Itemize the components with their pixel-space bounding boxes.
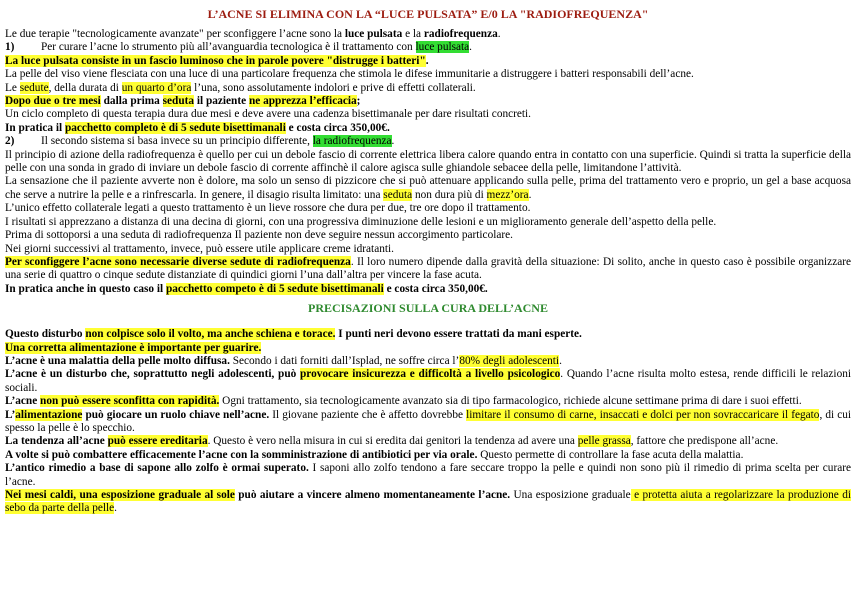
highlight-green: la radiofrequenza [312, 135, 392, 148]
text-line: Le sedute, della durata di un quarto d’ora l’una, sono assolutamente indolori e prive di effetti collaterali. [5, 81, 476, 94]
highlight-yellow: limitare il consumo di carne, insaccati e dolci per non sovraccaricare il fegato [466, 408, 820, 421]
paragraph-sensation: La sensazione che il paziente avverte non è dolore, ma solo un senso di pizzicore che si può attenuare applicando sulla pelle, prima del trattamento vero e proprio, un gel a base acquosa che serve a nutrire la pelle e a rinfrescarla. In genere, il disagio risulta limitato: una seduta non dura più di mezz’ora. [5, 175, 851, 201]
paragraph: La tendenza all’acne può essere ereditaria. Questo è vero nella misura in cui si eredita dai genitori la tendenza ad avere una pelle grassa, fattore che predispone all’acne. [5, 435, 779, 448]
text-line: In pratica anche in questo caso il pacchetto competo è di 5 sedute bisettimanali e costa circa 350,00€. [5, 282, 488, 295]
highlight-yellow: Per sconfiggere l’acne sono necessarie diverse sedute di radiofrequenza [5, 255, 351, 268]
list-item-2: 2) Il secondo sistema si basa invece su un principio differente, la radiofrequenza. [5, 135, 395, 148]
text-line: In pratica il pacchetto completo è di 5 sedute bisettimanali e costa circa 350,00€. [5, 121, 390, 134]
text-line: Dopo due o tre mesi dalla prima seduta il paziente ne apprezza l’efficacia; [5, 95, 361, 108]
list-number: 2) [5, 135, 15, 148]
text-line: L’unico effetto collaterale legati a questo trattamento è un lieve rossore che dura per due, tre ore dopo il trattamento. [5, 202, 531, 215]
highlight-yellow: pacchetto competo è di 5 sedute bisettimanali [166, 282, 384, 295]
highlight-yellow: non colpisce solo il volto, ma anche schiena e torace. [85, 328, 336, 341]
highlight-yellow: Una corretta alimentazione è importante per guarire. [5, 341, 262, 354]
paragraph: L’acne è un disturbo che, soprattutto negli adolescenti, può provocare insicurezza e difficoltà a livello psicologico. Quando l’acne risulta molto estesa, rende difficili le relazioni sociali. [5, 368, 851, 394]
highlight-yellow: Dopo due o tre mesi [5, 95, 101, 108]
text-line: Questo disturbo non colpisce solo il volto, ma anche schiena e torace. I punti neri devono essere trattati da mani esperte. [5, 328, 582, 341]
highlight-yellow: mezz’ora [486, 188, 529, 201]
highlight-yellow: 80% degli adolescenti [459, 354, 560, 367]
page-title: L’ACNE SI ELIMINA CON LA “LUCE PULSATA” E/0 LA "RADIOFREQUENZA" [207, 7, 649, 21]
text-line: Un ciclo completo di questa terapia dura due mesi e deve avere una cadenza bisettimanale per dare risultati concreti. [5, 108, 532, 121]
highlight-yellow: provocare insicurezza e difficoltà a livello psicologico [300, 368, 561, 381]
highlight-yellow: seduta [162, 95, 195, 108]
list-number: 1) [5, 41, 15, 54]
highlight-yellow: pacchetto completo è di 5 sedute bisettimanali [64, 121, 286, 134]
text-line: L’acne è una malattia della pelle molto diffusa. Secondo i dati forniti dall’Isplad, ne soffre circa l’80% degli adolescenti. [5, 354, 562, 367]
highlight-yellow: ne apprezza l’efficacia [248, 95, 357, 108]
paragraph: L’alimentazione può giocare un ruolo chiave nell’acne. Il giovane paziente che è affetto dovrebbe limitare il consumo di carne, insaccati e dolci per non sovraccaricare il fegato, di cui spesso la pelle è lo specchio. [5, 408, 851, 434]
highlight-yellow: La luce pulsata consiste in un fascio luminoso che in parole povere "distrugge i batteri" [5, 54, 426, 67]
highlight-green: luce pulsata [415, 41, 470, 54]
list-item-1: 1) Per curare l’acne lo strumento più all’avanguardia tecnologica è il trattamento con luce pulsata. [5, 41, 472, 54]
text-line: A volte si può combattere efficacemente l’acne con la somministrazione di antibiotici per via orale. Questo permette di controllare la fase acuta della malattia. [5, 448, 744, 461]
section-subtitle: PRECISAZIONI SULLA CURA DELL’ACNE [308, 301, 548, 316]
highlight-yellow: alimentazione [15, 408, 83, 421]
paragraph: L’acne non può essere sconfitta con rapidità. Ogni trattamento, sia tecnologicamente avanzato sia di tipo farmacologico, richiede alcune settimane prima di dare i suoi effetti. [5, 395, 802, 408]
paragraph: L’antico rimedio a base di sapone allo zolfo è ormai superato. I saponi allo zolfo tendono a fare seccare troppo la pelle e quindi non sono più il rimedio di prima scelta per curare l’acne. [5, 462, 851, 488]
highlight-yellow: pelle grassa [577, 435, 631, 448]
text-line [5, 342, 851, 355]
text-line: Nei giorni successivi al trattamento, invece, può essere utile applicare creme idratanti. [5, 242, 394, 255]
highlight-yellow: può essere ereditaria [107, 435, 208, 448]
intro-paragraph: Le due terapie "tecnologicamente avanzate" per sconfiggere l’acne sono la luce pulsata e la radiofrequenza. [5, 28, 501, 40]
paragraph-principle: Il principio di azione della radiofrequenza è quello per cui un debole fascio di corrente elettrica libera calore quando entra in contatto con una superficie. Quindi si tratta la superficie della pelle con una sonda in grado di inviare un debole fascio di corrente affinchè il calore agisca sulle ghiandole sebacee della pelle, limitandone l’attività. [5, 148, 851, 175]
highlight-yellow: Nei mesi caldi, una esposizione graduale al sole [5, 489, 235, 501]
highlight-yellow: seduta [383, 188, 413, 201]
text-line: La luce pulsata consiste in un fascio luminoso che in parole povere "distrugge i batteri". [5, 54, 429, 67]
highlight-yellow: e protetta aiuta a regolarizzare la produzione di sebo da parte della pelle [5, 489, 851, 515]
highlight-yellow: sedute [19, 81, 49, 94]
text-line: I risultati si apprezzano a distanza di una decina di giorni, con una progressiva diminuzione delle lesioni e un miglioramento generale dell’aspetto della pelle. [5, 215, 717, 228]
paragraph-sconfiggere: Per sconfiggere l’acne sono necessarie diverse sedute di radiofrequenza. Il loro numero dipende dalla gravità della situazione: Di solito, anche in questo caso è possibile organizzare una serie di quattro o cinque sedute distanziate di quindici giorni l’una dall’altra per vincere la fase acuta. [5, 255, 851, 282]
text-line: La pelle del viso viene flesciata con una luce di una particolare frequenza che stimola le difese immunitarie a distruggere i batteri responsabili dell’acne. [5, 68, 694, 81]
paragraph: Nei mesi caldi, una esposizione graduale al sole può aiutare a vincere almeno momentaneamente l’acne. Una esposizione graduale e protetta aiuta a regolarizzare la produzione di sebo da parte della pelle. [5, 489, 851, 515]
highlight-yellow: un quarto d’ora [121, 81, 192, 94]
highlight-yellow: non può essere sconfitta con rapidità. [40, 395, 220, 408]
text-line: Prima di sottoporsi a una seduta di radiofrequenza Il paziente non deve seguire nessun accorgimento particolare. [5, 229, 513, 242]
